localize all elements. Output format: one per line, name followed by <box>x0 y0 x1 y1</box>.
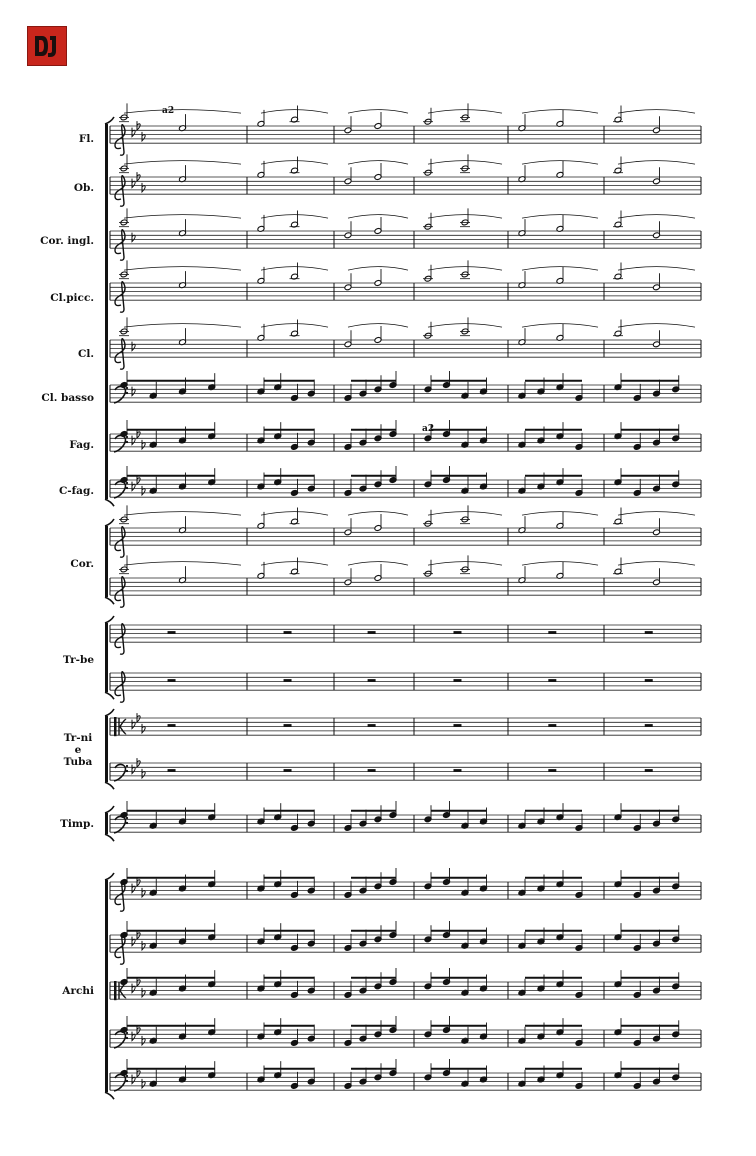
bass-clef-dot <box>126 1080 128 1082</box>
slur <box>348 161 408 165</box>
whole-rest <box>645 679 653 682</box>
group-bracket <box>105 716 108 782</box>
whole-rest <box>453 724 461 727</box>
slur <box>522 324 598 328</box>
instrument-label-contrabassoon: C-fag. <box>58 485 94 497</box>
slur <box>428 215 502 219</box>
flat-icon <box>132 128 135 137</box>
bass-clef-dot <box>126 482 128 484</box>
bass-clef-dot <box>126 487 128 489</box>
slur <box>618 267 695 271</box>
bracket-hook <box>105 806 114 813</box>
whole-rest <box>645 769 653 772</box>
instrument-label-english-horn: Cor. ingl. <box>40 235 94 247</box>
whole-rest <box>284 724 292 727</box>
instrument-label-trombones-tuba: Tr-ni e Tuba <box>63 732 93 769</box>
instrument-label-horns: Cor. <box>70 558 94 570</box>
treble-clef-icon <box>115 934 125 964</box>
bracket-hook <box>105 709 114 716</box>
flat-icon <box>132 1032 135 1041</box>
instrument-label-flute: Fl. <box>78 133 94 145</box>
treble-clef-icon <box>115 282 125 312</box>
whole-rest <box>453 769 461 772</box>
whole-rest <box>284 679 292 682</box>
instrument-label-timpani: Timp. <box>60 818 94 830</box>
whole-rest <box>168 769 176 772</box>
group-bracket <box>105 813 108 834</box>
instrument-label-oboe: Ob. <box>73 182 94 194</box>
slur <box>428 267 502 271</box>
slur <box>348 562 408 566</box>
whole-rest <box>368 679 376 682</box>
flat-icon <box>142 769 145 778</box>
whole-rest <box>548 724 556 727</box>
slur <box>618 215 695 219</box>
flat-icon <box>132 1075 135 1084</box>
flat-icon <box>142 183 145 192</box>
bracket-hook <box>105 519 114 526</box>
bracket-hook <box>105 1092 114 1099</box>
slur <box>261 161 328 165</box>
bracket-hook <box>105 692 114 699</box>
treble-clef-icon <box>115 672 125 702</box>
flat-icon <box>142 888 145 897</box>
slur <box>522 267 598 271</box>
slur <box>124 324 241 328</box>
whole-rest <box>168 631 176 634</box>
slur <box>618 324 695 328</box>
slur <box>124 161 241 165</box>
bassoon-a2-mark: a2 <box>422 424 435 434</box>
flat-icon <box>132 233 135 242</box>
instrument-label-bassoon: Fag. <box>69 439 94 451</box>
bass-clef-dot <box>126 1075 128 1077</box>
flat-icon <box>132 342 135 351</box>
treble-clef-icon <box>115 624 125 654</box>
treble-clef-icon <box>115 230 125 260</box>
treble-clef-icon <box>115 125 125 155</box>
instrument-label-piccolo-clarinet: Cl.picc. <box>50 292 94 304</box>
instrument-label-bass-clarinet: Cl. basso <box>41 392 94 404</box>
flat-icon <box>142 1036 145 1045</box>
whole-rest <box>548 769 556 772</box>
slur <box>618 110 695 114</box>
flat-icon <box>132 436 135 445</box>
slur <box>522 110 598 114</box>
whole-rest <box>368 769 376 772</box>
bracket-hook <box>105 597 114 604</box>
flat-icon <box>132 482 135 491</box>
bass-clef-dot <box>126 822 128 824</box>
bass-clef-dot <box>126 817 128 819</box>
slur <box>522 512 598 516</box>
slur <box>124 215 241 219</box>
bracket-hook <box>105 117 114 124</box>
slur <box>348 267 408 271</box>
group-bracket <box>105 880 108 1092</box>
alto-clef-icon <box>114 717 117 736</box>
treble-clef-icon <box>115 527 125 557</box>
group-bracket <box>105 526 108 597</box>
bracket-hook <box>105 616 114 623</box>
instrument-label-trumpets: Tr-be <box>63 654 94 666</box>
slur <box>618 161 695 165</box>
slur <box>428 161 502 165</box>
bass-clef-dot <box>126 392 128 394</box>
bracket-hook <box>105 834 114 841</box>
slur <box>261 215 328 219</box>
whole-rest <box>548 631 556 634</box>
slur <box>124 512 241 516</box>
treble-clef-icon <box>115 881 125 911</box>
bass-clef-dot <box>126 770 128 772</box>
slur <box>522 161 598 165</box>
flat-icon <box>142 486 145 495</box>
slur <box>522 562 598 566</box>
slur <box>428 562 502 566</box>
slur <box>124 562 241 566</box>
flat-icon <box>142 440 145 449</box>
slur <box>348 110 408 114</box>
flat-icon <box>142 724 145 733</box>
flat-icon <box>132 984 135 993</box>
bass-clef-dot <box>126 1032 128 1034</box>
bass-clef-dot <box>126 441 128 443</box>
whole-rest <box>284 769 292 772</box>
flat-icon <box>132 765 135 774</box>
flat-icon <box>142 941 145 950</box>
whole-rest <box>453 631 461 634</box>
whole-rest <box>368 724 376 727</box>
bass-clef-dot <box>126 1037 128 1039</box>
flat-icon <box>132 937 135 946</box>
alto-clef-icon <box>114 981 117 1000</box>
treble-clef-icon <box>115 577 125 607</box>
slur <box>522 215 598 219</box>
flat-icon <box>132 720 135 729</box>
slur <box>428 110 502 114</box>
bass-clef-dot <box>126 436 128 438</box>
group-bracket <box>105 124 108 499</box>
whole-rest <box>368 631 376 634</box>
whole-rest <box>284 631 292 634</box>
slur <box>618 562 695 566</box>
slur <box>261 110 328 114</box>
slur <box>261 562 328 566</box>
whole-rest <box>168 679 176 682</box>
slur <box>348 512 408 516</box>
slur <box>348 215 408 219</box>
slur <box>618 512 695 516</box>
whole-rest <box>168 724 176 727</box>
bracket-hook <box>105 782 114 789</box>
slur <box>261 267 328 271</box>
whole-rest <box>645 631 653 634</box>
group-bracket <box>105 623 108 692</box>
treble-clef-icon <box>115 339 125 369</box>
whole-rest <box>548 679 556 682</box>
bracket-hook <box>105 873 114 880</box>
bracket-hook <box>105 499 114 506</box>
slur <box>428 512 502 516</box>
flat-icon <box>142 1079 145 1088</box>
bass-clef-dot <box>126 387 128 389</box>
flute-a2-mark: a2 <box>162 106 175 116</box>
whole-rest <box>453 679 461 682</box>
flat-icon <box>132 884 135 893</box>
instrument-label-strings: Archi <box>62 985 94 997</box>
slur <box>428 324 502 328</box>
flat-icon <box>132 387 135 396</box>
flat-icon <box>132 179 135 188</box>
bass-clef-dot <box>126 765 128 767</box>
slur <box>124 267 241 271</box>
treble-clef-icon <box>115 176 125 206</box>
slur <box>348 324 408 328</box>
instrument-label-clarinet: Cl. <box>77 348 94 360</box>
flat-icon <box>142 132 145 141</box>
slur <box>261 324 328 328</box>
slur <box>261 512 328 516</box>
slur <box>124 110 241 114</box>
flat-icon <box>142 988 145 997</box>
whole-rest <box>645 724 653 727</box>
